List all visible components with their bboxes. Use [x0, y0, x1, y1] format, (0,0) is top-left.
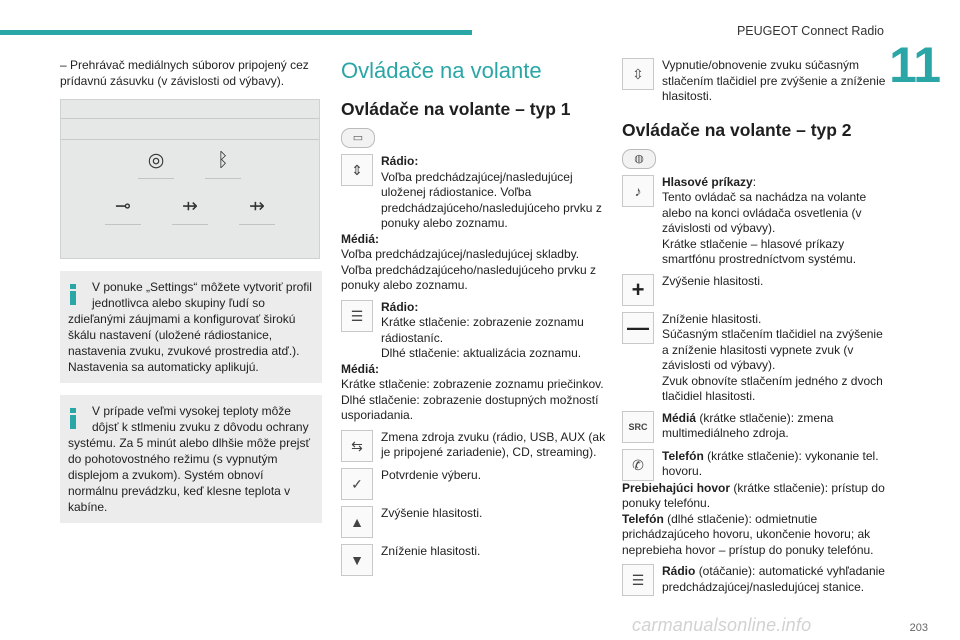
control-row-radio: ⇕ Rádio: Voľba predchádzajúcej/nasledujúcej uloženej rádiostanice. Voľba predchádzajúceho/nasledujúceho prvku z ponuky alebo zoznamu.: [341, 154, 606, 232]
header-accent-bar: [0, 30, 472, 35]
plus-icon: +: [622, 274, 654, 306]
control-row-phone: ✆ Telefón (krátke stlačenie): vykonanie tel. hovoru.: [622, 449, 890, 481]
steering-wheel-icon: ◍: [622, 149, 656, 169]
source-button-icon: ⇆: [341, 430, 373, 462]
control-row-volume-down: ▼ Zníženie hlasitosti.: [341, 544, 606, 576]
info-text-rest: zdieľanými záujmami a konfigurovať širokú škálu nastavení (uložené rádiostanice, nastavenia zvuku, zvukové prostredia atď.). Nastavenia sa automaticky aplikujú.: [68, 312, 300, 374]
control-row-src: SRC Médiá (krátke stlačenie): zmena multimediálneho zdroja.: [622, 411, 890, 443]
call-label: Prebiehajúci hovor: [622, 480, 731, 495]
control-row-mute: ⇳ Vypnutie/obnovenie zvuku súčasným stlačením tlačidiel pre zvýšenie a zníženie hlasitosti.: [622, 58, 890, 105]
list-button-icon: ☰: [341, 300, 373, 332]
radio-wave-icon: ◎: [147, 150, 165, 171]
control-row-volume-up: ▲ Zvýšenie hlasitosti.: [341, 506, 606, 538]
column-left: [60, 58, 322, 523]
subsection-title-type1: Ovládače na volante – typ 1: [341, 99, 571, 119]
volume-up-button-icon: ▲: [341, 506, 373, 538]
src-button-icon: SRC: [622, 411, 654, 443]
control-row-volume-down: — Zníženie hlasitosti. Súčasným stlačením tlačidiel na zvýšenie a zníženie hlasitosti vypnete zvuk (v závislosti od výbavy). Zvuk obnovíte stlačením jedného z dvoch tlačidiel hlasitosti.: [622, 312, 890, 405]
info-box-settings: [60, 271, 322, 383]
thumbwheel-icon: ☰: [622, 564, 654, 596]
info-text-rest: systému. Za 5 minút alebo dlhšie môže prejsť do pohotovostného režimu (s vypnutým displejom a zvukom). Systém obnoví normálnu prevádzku, keď klesne teplota v kabíne.: [68, 436, 310, 514]
subsection-title-type2: Ovládače na volante – typ 2: [622, 119, 852, 140]
media-label: Médiá:: [341, 361, 380, 376]
usb-source-icon-1[interactable]: [172, 196, 208, 225]
bluetooth-source-icon[interactable]: [205, 150, 241, 179]
control-row-volume-up: + Zvýšenie hlasitosti.: [622, 274, 890, 306]
usb-source-icon-2[interactable]: [239, 196, 275, 225]
minus-icon: —: [622, 312, 654, 344]
usb-icon: ⇸: [249, 196, 265, 217]
media-text: Voľba predchádzajúcej/nasledujúcej skladby. Voľba predchádzajúceho/nasledujúceho prvku z ponuky alebo zoznamu.: [341, 247, 597, 292]
media-label: Médiá:: [341, 231, 380, 246]
radio-source-icon[interactable]: [138, 150, 174, 179]
info-icon: [70, 284, 76, 303]
column-middle: Ovládače na volante Ovládače na volante – typ 1 ▭ ⇕ Rádio: Voľba predchádzajúcej/nasledujúcej uloženej rádiostanice. Voľba predchádzajúceho/nasledujúceho prvku z ponuky alebo zoznamu. Médiá: Voľba predchádzajúcej/nasledujúcej skladby. Voľba predchádzajúceho/nasledujúceho prvku z ponuky alebo zoznamu. ☰ Rádio: Krátke stlačenie: zobrazenie zoznamu rádiostaníc. Dlhé stlačenie: aktualizácia zoznamu. Médiá: Krátke stlačenie: zobrazenie zoznamu priečinkov. Dlhé stlačenie: zobrazenie dostupných možností usporiadania. ⇆ Zmena zdroja zvuku (rádio, USB, AUX (ak je pripojené zariadenie), CD, streaming). ✓ Potvrdenie výberu. ▲ Zvýšenie hlasitosti. ▼ Zníženie hlasitosti.: [341, 58, 606, 576]
info-text-first: V ponuke „Settings“ môžete vytvoriť profil jednotlivca alebo skupiny ľudí so: [92, 280, 312, 310]
phone-button-icon: ✆: [622, 449, 654, 481]
section-title: Ovládače na volante: [341, 58, 542, 83]
source-selection-screen: [60, 99, 320, 259]
page-header-title: PEUGEOT Connect Radio: [736, 24, 884, 38]
phone-long-label: Telefón: [622, 511, 664, 526]
mute-button-icon: ⇳: [622, 58, 654, 90]
chapter-number: 11: [889, 37, 940, 93]
voice-command-icon: ♪: [622, 175, 654, 207]
column-right: ⇳ Vypnutie/obnovenie zvuku súčasným stlačením tlačidiel pre zvýšenie a zníženie hlasitosti. Ovládače na volante – typ 2 ◍ ♪ Hlasové príkazy: Tento ovládač sa nachádza na volante alebo na konci ovládača osvetlenia (v závislosti od výbavy). Krátke stlačenie – hlasové príkazy smartfónu prostredníctvom systému. + Zvýšenie hlasitosti. — Zníženie hlasitosti. Súčasným stlačením tlačidiel na zvýšenie a zníženie hlasitosti vypnete zvuk (v závislosti od výbavy). Zvuk obnovíte stlačením jedného z dvoch tlačidiel hlasitosti. SRC Médiá (krátke stlačenie): zmena multimediálneho zdroja. ✆ Telefón (krátke stlačenie): vykonanie tel. hovoru. Prebiehajúci hovor (krátke stlačenie): prístup do ponuky telefónu. Telefón (dlhé stlačenie): odmietnutie prichádzajúceho hovoru, ukončenie hovoru; ak neprebieha hovor – prístup do ponuky telefónu. ☰ Rádio (otáčanie): automatické vyhľadanie predchádzajúcej/nasledujúcej stanice.: [622, 58, 890, 596]
aux-source-icon[interactable]: [105, 196, 141, 225]
control-row-radio-wheel: ☰ Rádio (otáčanie): automatické vyhľadanie predchádzajúcej/nasledujúcej stanice.: [622, 564, 890, 596]
steering-control-icon: ▭: [341, 128, 375, 148]
info-icon: [70, 408, 76, 427]
aux-jack-icon: ⊸: [115, 196, 131, 217]
page-number: 203: [909, 622, 928, 634]
control-row-source: ⇆ Zmena zdroja zvuku (rádio, USB, AUX (ak je pripojené zariadenie), CD, streaming).: [341, 430, 606, 462]
control-row-radio-list: ☰ Rádio: Krátke stlačenie: zobrazenie zoznamu rádiostaníc. Dlhé stlačenie: aktualizácia zoznamu.: [341, 300, 606, 362]
info-box-temperature: [60, 395, 322, 523]
control-row-voice: ♪ Hlasové príkazy: Tento ovládač sa nachádza na volante alebo na konci ovládača osvetlenia (v závislosti od výbavy). Krátke stlačenie – hlasové príkazy smartfónu prostredníctvom systému.: [622, 175, 890, 268]
screen-divider: [61, 139, 319, 140]
bluetooth-icon: ᛒ: [217, 150, 229, 171]
usb-icon: ⇸: [182, 196, 198, 217]
volume-down-button-icon: ▼: [341, 544, 373, 576]
control-row-confirm: ✓ Potvrdenie výberu.: [341, 468, 606, 500]
screen-divider: [61, 118, 319, 119]
thumbwheel-icon: ⇕: [341, 154, 373, 186]
watermark: carmanualsonline.info: [632, 615, 812, 635]
info-text-first: V prípade veľmi vysokej teploty môže dôjsť k stlmeniu zvuku z dôvodu ochrany: [92, 404, 309, 434]
list-item-aux: – Prehrávač mediálnych súborov pripojený cez prídavnú zásuvku (v závislosti od výbavy).: [60, 58, 309, 88]
confirm-button-icon: ✓: [341, 468, 373, 500]
